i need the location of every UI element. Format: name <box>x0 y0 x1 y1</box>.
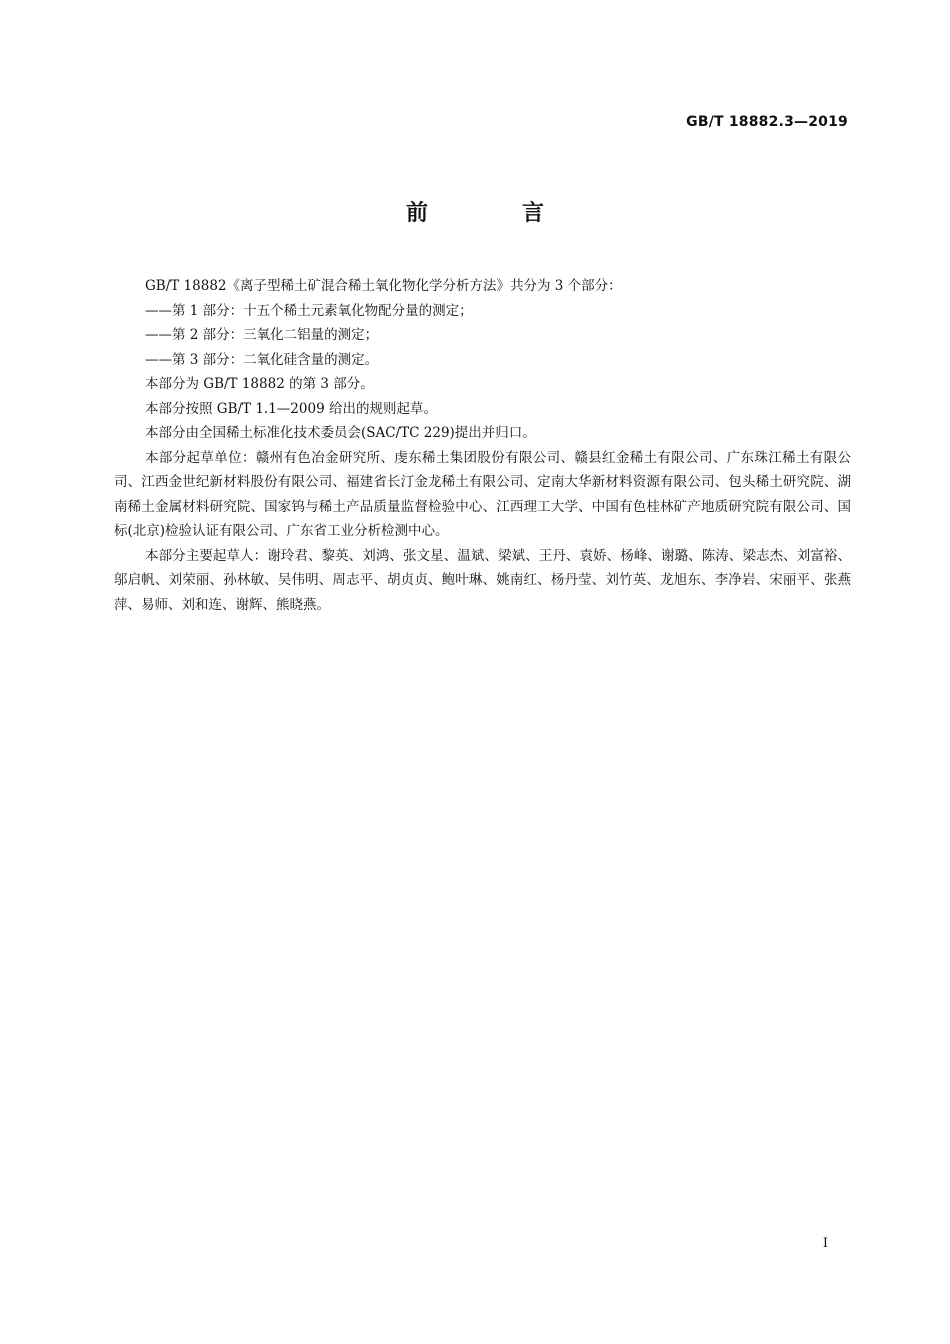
paragraph-part-1: ——第 1 部分：十五个稀土元素氧化物配分量的测定； <box>145 302 473 319</box>
paragraph-committee: 本部分由全国稀土标准化技术委员会(SAC/TC 229)提出并归口。 <box>145 425 536 441</box>
paragraph-drafters: 本部分主要起草人：谢玲君、黎英、刘鸿、张文星、温斌、梁斌、王丹、袁娇、杨峰、谢璐、陈涛、梁志杰、刘富裕、邬启帆、刘荣丽、孙林敏、吴伟明、周志平、胡贞贞、鲍叶琳、姚南红、杨丹莹、刘竹英、龙旭东、李净岩、宋丽平、张燕萍、易师、刘和连、谢辉、熊晓燕。 <box>114 547 851 613</box>
paragraph-parts-overview: GB/T 18882《离子型稀土矿混合稀土氧化物化学分析方法》共分为 3 个部分： <box>145 278 622 294</box>
paragraph-part-2: ——第 2 部分：三氧化二铝量的测定； <box>145 327 379 343</box>
page-number: I <box>822 1236 828 1251</box>
page-title: 前 言 <box>405 201 580 226</box>
paragraph-part-3: ——第 3 部分：二氧化硅含量的测定。 <box>145 351 379 368</box>
paragraph-drafting-units: 本部分起草单位：赣州有色冶金研究所、虔东稀土集团股份有限公司、赣县红金稀土有限公司、广东珠江稀土有限公司、江西金世纪新材料股份有限公司、福建省长汀金龙稀土有限公司、定南大华新材料资源有限公司、包头稀土研究院、湖南稀土金属材料研究院、国家钨与稀土产品质量监督检验中心、江西理工大学、中国有色桂林矿产地质研究院有限公司、国标(北京)检验认证有限公司、广东省工业分析检测中心。 <box>114 449 851 539</box>
foreword-body <box>114 274 851 617</box>
paragraph-drafting-rules: 本部分按照 GB/T 1.1—2009 给出的规则起草。 <box>145 400 437 417</box>
standard-number: GB/T 18882.3—2019 <box>686 114 848 130</box>
paragraph-this-part: 本部分为 GB/T 18882 的第 3 部分。 <box>145 376 374 392</box>
